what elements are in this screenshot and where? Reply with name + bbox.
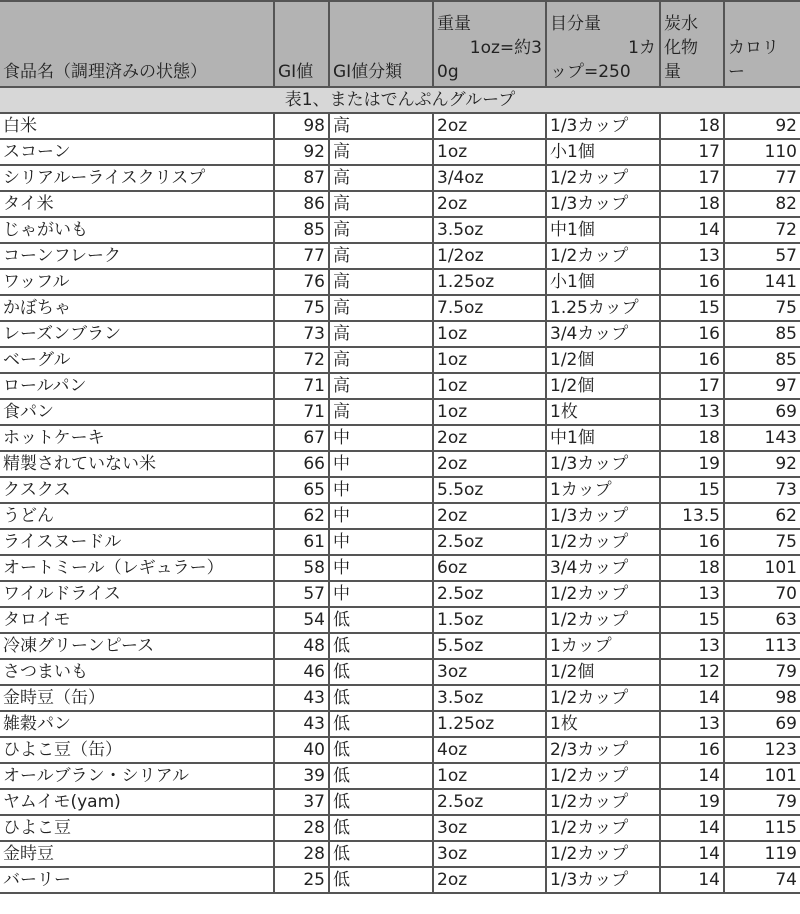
cell-calories: 119 [724, 841, 800, 867]
cell-gi-value: 28 [274, 841, 329, 867]
cell-serving: 中1個 [546, 217, 660, 243]
cell-gi-class: 高 [329, 217, 433, 243]
cell-gi-value: 92 [274, 139, 329, 165]
cell-calories: 75 [724, 295, 800, 321]
cell-calories: 79 [724, 789, 800, 815]
cell-carbs: 16 [660, 529, 724, 555]
cell-serving: 1/2カップ [546, 607, 660, 633]
cell-serving: 1/3カップ [546, 113, 660, 139]
cell-gi-value: 37 [274, 789, 329, 815]
cell-serving: 1カップ [546, 477, 660, 503]
cell-gi-value: 87 [274, 165, 329, 191]
cell-carbs: 14 [660, 217, 724, 243]
cell-food-name: タイ米 [0, 191, 274, 217]
group-label: 表1、またはでんぷんグループ [0, 87, 800, 113]
cell-gi-class: 高 [329, 373, 433, 399]
cell-food-name: オールブラン・シリアル [0, 763, 274, 789]
cell-food-name: コーンフレーク [0, 243, 274, 269]
cell-carbs: 16 [660, 321, 724, 347]
cell-calories: 123 [724, 737, 800, 763]
cell-serving: 1.25カップ [546, 295, 660, 321]
cell-weight: 2.5oz [433, 529, 546, 555]
header-carbs-line3: 量 [664, 62, 681, 82]
cell-gi-class: 中 [329, 555, 433, 581]
table-row [0, 867, 800, 893]
cell-carbs: 18 [660, 555, 724, 581]
cell-gi-value: 86 [274, 191, 329, 217]
cell-calories: 85 [724, 347, 800, 373]
table-row [0, 529, 800, 555]
cell-weight: 1oz [433, 321, 546, 347]
cell-weight: 3oz [433, 841, 546, 867]
cell-serving: 小1個 [546, 139, 660, 165]
cell-weight: 5.5oz [433, 633, 546, 659]
cell-calories: 77 [724, 165, 800, 191]
cell-weight: 4oz [433, 737, 546, 763]
cell-gi-value: 66 [274, 451, 329, 477]
cell-carbs: 14 [660, 815, 724, 841]
table-row [0, 607, 800, 633]
header-weight-note: 1oz=約3 [469, 38, 542, 58]
header-serving-note-cont: ップ=250 [550, 62, 631, 82]
header-food-name: 食品名（調理済みの状態） [0, 1, 274, 87]
table-row [0, 217, 800, 243]
cell-carbs: 15 [660, 295, 724, 321]
cell-food-name: スコーン [0, 139, 274, 165]
table-row [0, 815, 800, 841]
cell-weight: 7.5oz [433, 295, 546, 321]
cell-food-name: ライスヌードル [0, 529, 274, 555]
cell-serving: 1/2カップ [546, 529, 660, 555]
cell-serving: 1/3カップ [546, 451, 660, 477]
cell-weight: 3oz [433, 659, 546, 685]
cell-gi-value: 43 [274, 685, 329, 711]
cell-weight: 2.5oz [433, 581, 546, 607]
table-row [0, 633, 800, 659]
cell-gi-value: 57 [274, 581, 329, 607]
cell-carbs: 13 [660, 399, 724, 425]
cell-gi-class: 低 [329, 737, 433, 763]
cell-calories: 115 [724, 815, 800, 841]
cell-food-name: ワッフル [0, 269, 274, 295]
cell-carbs: 17 [660, 373, 724, 399]
cell-weight: 1oz [433, 399, 546, 425]
cell-calories: 79 [724, 659, 800, 685]
cell-serving: 1/2カップ [546, 165, 660, 191]
cell-weight: 3.5oz [433, 217, 546, 243]
cell-calories: 97 [724, 373, 800, 399]
cell-food-name: うどん [0, 503, 274, 529]
header-gi-class: GI値分類 [329, 1, 433, 87]
cell-food-name: レーズンブラン [0, 321, 274, 347]
cell-gi-value: 67 [274, 425, 329, 451]
cell-serving: 1/2カップ [546, 789, 660, 815]
cell-food-name: 精製されていない米 [0, 451, 274, 477]
cell-food-name: 冷凍グリーンピース [0, 633, 274, 659]
cell-weight: 3oz [433, 815, 546, 841]
cell-gi-value: 71 [274, 399, 329, 425]
table-row [0, 139, 800, 165]
cell-carbs: 14 [660, 763, 724, 789]
cell-carbs: 18 [660, 425, 724, 451]
header-serving [546, 1, 660, 87]
header-serving-note: 1カ [628, 38, 656, 58]
table-row [0, 373, 800, 399]
cell-weight: 1.25oz [433, 269, 546, 295]
cell-carbs: 15 [660, 607, 724, 633]
cell-weight: 1.25oz [433, 711, 546, 737]
table-row [0, 425, 800, 451]
cell-weight: 1oz [433, 373, 546, 399]
table-row [0, 503, 800, 529]
cell-food-name: 白米 [0, 113, 274, 139]
table-row [0, 711, 800, 737]
cell-gi-class: 低 [329, 607, 433, 633]
header-calories [724, 1, 800, 87]
cell-gi-value: 40 [274, 737, 329, 763]
cell-food-name: クスクス [0, 477, 274, 503]
cell-gi-class: 高 [329, 399, 433, 425]
cell-carbs: 17 [660, 165, 724, 191]
cell-carbs: 14 [660, 867, 724, 893]
cell-food-name: ワイルドライス [0, 581, 274, 607]
cell-serving: 小1個 [546, 269, 660, 295]
cell-carbs: 14 [660, 685, 724, 711]
cell-food-name: かぼちゃ [0, 295, 274, 321]
header-calories-line2: ー [728, 62, 745, 82]
cell-gi-class: 中 [329, 503, 433, 529]
cell-serving: 1枚 [546, 399, 660, 425]
cell-gi-class: 低 [329, 711, 433, 737]
cell-gi-class: 高 [329, 243, 433, 269]
table-row [0, 165, 800, 191]
cell-weight: 2oz [433, 425, 546, 451]
cell-serving: 1/2カップ [546, 815, 660, 841]
cell-food-name: タロイモ [0, 607, 274, 633]
cell-food-name: オートミール（レギュラー） [0, 555, 274, 581]
cell-serving: 1カップ [546, 633, 660, 659]
cell-carbs: 13.5 [660, 503, 724, 529]
cell-gi-class: 中 [329, 451, 433, 477]
cell-gi-value: 58 [274, 555, 329, 581]
header-carbs [660, 1, 724, 87]
header-carbs-line1: 炭水 [664, 14, 698, 34]
cell-calories: 85 [724, 321, 800, 347]
cell-gi-class: 中 [329, 581, 433, 607]
cell-gi-class: 低 [329, 633, 433, 659]
cell-serving: 1/3カップ [546, 503, 660, 529]
cell-weight: 2oz [433, 191, 546, 217]
cell-calories: 69 [724, 399, 800, 425]
cell-gi-class: 低 [329, 685, 433, 711]
cell-weight: 1oz [433, 763, 546, 789]
cell-calories: 82 [724, 191, 800, 217]
cell-carbs: 16 [660, 269, 724, 295]
cell-calories: 74 [724, 867, 800, 893]
cell-carbs: 12 [660, 659, 724, 685]
cell-gi-value: 61 [274, 529, 329, 555]
cell-food-name: ヤムイモ(yam) [0, 789, 274, 815]
cell-weight: 2.5oz [433, 789, 546, 815]
cell-gi-class: 低 [329, 815, 433, 841]
cell-serving: 1/2カップ [546, 763, 660, 789]
header-weight [433, 1, 546, 87]
cell-serving: 1/3カップ [546, 867, 660, 893]
cell-gi-value: 77 [274, 243, 329, 269]
cell-gi-class: 中 [329, 425, 433, 451]
cell-carbs: 13 [660, 711, 724, 737]
cell-gi-class: 高 [329, 165, 433, 191]
cell-calories: 57 [724, 243, 800, 269]
table-row [0, 581, 800, 607]
cell-serving: 1/2個 [546, 659, 660, 685]
cell-calories: 69 [724, 711, 800, 737]
cell-serving: 1/2カップ [546, 243, 660, 269]
cell-serving: 1/2個 [546, 373, 660, 399]
cell-gi-class: 高 [329, 139, 433, 165]
cell-food-name: 金時豆（缶） [0, 685, 274, 711]
cell-carbs: 13 [660, 633, 724, 659]
cell-carbs: 13 [660, 581, 724, 607]
table-row [0, 451, 800, 477]
cell-weight: 3/4oz [433, 165, 546, 191]
table-row [0, 789, 800, 815]
table-row [0, 737, 800, 763]
cell-gi-class: 高 [329, 347, 433, 373]
table-row [0, 347, 800, 373]
cell-gi-value: 48 [274, 633, 329, 659]
cell-serving: 1/2カップ [546, 841, 660, 867]
cell-food-name: ホットケーキ [0, 425, 274, 451]
cell-gi-class: 高 [329, 113, 433, 139]
cell-food-name: シリアルーライスクリスプ [0, 165, 274, 191]
cell-carbs: 19 [660, 789, 724, 815]
cell-weight: 2oz [433, 503, 546, 529]
cell-calories: 92 [724, 451, 800, 477]
cell-gi-value: 73 [274, 321, 329, 347]
cell-gi-class: 中 [329, 529, 433, 555]
cell-serving: 2/3カップ [546, 737, 660, 763]
table-row [0, 477, 800, 503]
group-row [0, 87, 800, 113]
cell-carbs: 16 [660, 347, 724, 373]
table-row [0, 555, 800, 581]
table-row [0, 269, 800, 295]
cell-weight: 2oz [433, 451, 546, 477]
cell-weight: 1oz [433, 139, 546, 165]
cell-gi-value: 71 [274, 373, 329, 399]
cell-food-name: さつまいも [0, 659, 274, 685]
cell-food-name: 金時豆 [0, 841, 274, 867]
table-row [0, 321, 800, 347]
cell-carbs: 13 [660, 243, 724, 269]
table-row [0, 763, 800, 789]
cell-gi-value: 25 [274, 867, 329, 893]
cell-serving: 中1個 [546, 425, 660, 451]
cell-weight: 3.5oz [433, 685, 546, 711]
cell-gi-class: 中 [329, 477, 433, 503]
cell-serving: 1/2カップ [546, 685, 660, 711]
cell-gi-value: 65 [274, 477, 329, 503]
cell-food-name: じゃがいも [0, 217, 274, 243]
table-row [0, 113, 800, 139]
header-carbs-line2: 化物 [664, 38, 698, 58]
table-row [0, 191, 800, 217]
cell-gi-value: 98 [274, 113, 329, 139]
cell-gi-class: 高 [329, 295, 433, 321]
cell-calories: 70 [724, 581, 800, 607]
cell-gi-value: 46 [274, 659, 329, 685]
table-row [0, 399, 800, 425]
cell-calories: 73 [724, 477, 800, 503]
cell-weight: 5.5oz [433, 477, 546, 503]
cell-food-name: 食パン [0, 399, 274, 425]
cell-weight: 1oz [433, 347, 546, 373]
cell-gi-class: 低 [329, 867, 433, 893]
cell-calories: 143 [724, 425, 800, 451]
header-weight-title: 重量 [437, 14, 471, 34]
cell-food-name: バーリー [0, 867, 274, 893]
header-gi-value: GI値 [274, 1, 329, 87]
cell-gi-value: 54 [274, 607, 329, 633]
cell-calories: 113 [724, 633, 800, 659]
cell-weight: 2oz [433, 113, 546, 139]
cell-serving: 1枚 [546, 711, 660, 737]
cell-gi-value: 39 [274, 763, 329, 789]
cell-food-name: ひよこ豆（缶） [0, 737, 274, 763]
cell-carbs: 18 [660, 113, 724, 139]
cell-food-name: ひよこ豆 [0, 815, 274, 841]
header-calories-line1: カロリ [728, 38, 779, 58]
cell-gi-class: 高 [329, 321, 433, 347]
cell-serving: 1/2個 [546, 347, 660, 373]
cell-gi-class: 低 [329, 763, 433, 789]
cell-calories: 63 [724, 607, 800, 633]
cell-food-name: 雑穀パン [0, 711, 274, 737]
cell-calories: 92 [724, 113, 800, 139]
cell-gi-value: 75 [274, 295, 329, 321]
cell-calories: 110 [724, 139, 800, 165]
cell-weight: 2oz [433, 867, 546, 893]
cell-weight: 1.5oz [433, 607, 546, 633]
cell-gi-class: 低 [329, 841, 433, 867]
cell-serving: 1/3カップ [546, 191, 660, 217]
cell-carbs: 19 [660, 451, 724, 477]
cell-carbs: 15 [660, 477, 724, 503]
cell-carbs: 18 [660, 191, 724, 217]
cell-gi-class: 高 [329, 191, 433, 217]
cell-carbs: 16 [660, 737, 724, 763]
cell-weight: 1/2oz [433, 243, 546, 269]
cell-calories: 141 [724, 269, 800, 295]
cell-calories: 75 [724, 529, 800, 555]
cell-calories: 72 [724, 217, 800, 243]
cell-calories: 62 [724, 503, 800, 529]
cell-gi-value: 85 [274, 217, 329, 243]
cell-gi-value: 76 [274, 269, 329, 295]
cell-calories: 101 [724, 555, 800, 581]
cell-gi-class: 低 [329, 659, 433, 685]
cell-calories: 101 [724, 763, 800, 789]
table-row [0, 295, 800, 321]
cell-food-name: ベーグル [0, 347, 274, 373]
cell-gi-value: 62 [274, 503, 329, 529]
header-row [0, 1, 800, 87]
cell-food-name: ロールパン [0, 373, 274, 399]
cell-gi-value: 28 [274, 815, 329, 841]
cell-serving: 3/4カップ [546, 321, 660, 347]
cell-serving: 3/4カップ [546, 555, 660, 581]
table-row [0, 659, 800, 685]
header-serving-title: 目分量 [550, 14, 601, 34]
table-row [0, 685, 800, 711]
header-weight-note-cont: 0g [437, 62, 459, 82]
cell-serving: 1/2カップ [546, 581, 660, 607]
table-row [0, 243, 800, 269]
cell-gi-class: 低 [329, 789, 433, 815]
cell-calories: 98 [724, 685, 800, 711]
cell-gi-value: 72 [274, 347, 329, 373]
cell-gi-class: 高 [329, 269, 433, 295]
cell-carbs: 17 [660, 139, 724, 165]
table-row [0, 841, 800, 867]
cell-carbs: 14 [660, 841, 724, 867]
cell-gi-value: 43 [274, 711, 329, 737]
cell-weight: 6oz [433, 555, 546, 581]
